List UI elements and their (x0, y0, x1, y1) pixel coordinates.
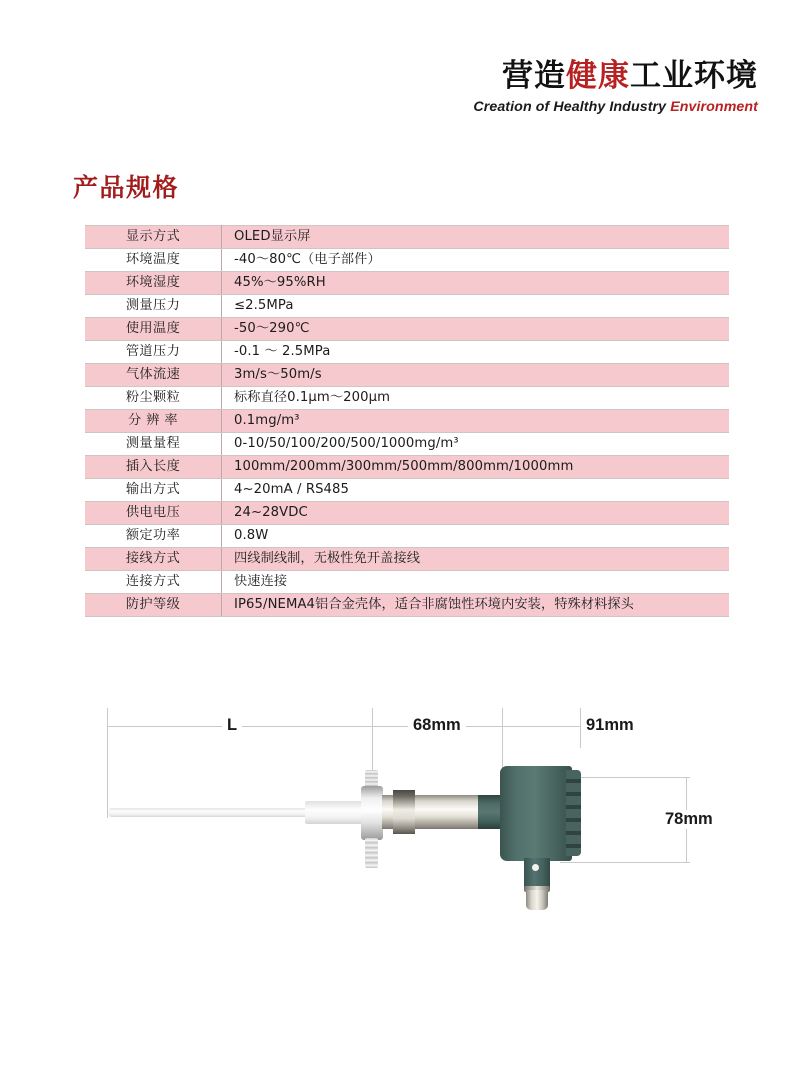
spec-key: 显示方式 (85, 226, 222, 249)
brand-logo-english (473, 99, 758, 115)
table-row (85, 226, 729, 249)
brand-logo (473, 58, 758, 115)
spec-key: 分 辨 率 (85, 410, 222, 433)
spec-value: -0.1 ～ 2.5MPa (222, 341, 730, 364)
sensor-housing (500, 766, 572, 861)
table-row (85, 433, 729, 456)
spec-value: 45%～95%RH (222, 272, 730, 295)
probe-rod (108, 808, 326, 817)
page-title: 产品规格 (73, 173, 180, 202)
table-row (85, 249, 729, 272)
spec-value: 0-10/50/100/200/500/1000mg/m³ (222, 433, 730, 456)
spec-key: 输出方式 (85, 479, 222, 502)
table-row (85, 410, 729, 433)
probe-base (305, 801, 363, 824)
specification-table-body (85, 226, 729, 617)
table-row (85, 272, 729, 295)
brand-logo-english-part1: Creation of Healthy Industry (473, 98, 671, 115)
spec-key: 管道压力 (85, 341, 222, 364)
guide-line-tube (502, 708, 503, 768)
table-row (85, 594, 729, 617)
brand-logo-english-highlight: Environment (670, 98, 758, 115)
table-row (85, 502, 729, 525)
spec-value: 3m/s～50m/s (222, 364, 730, 387)
guide-line-housing-bottom (560, 862, 690, 863)
product-dimension-diagram (0, 690, 800, 940)
table-row (85, 548, 729, 571)
dimension-label-78: 78mm (660, 810, 718, 829)
spec-key: 气体流速 (85, 364, 222, 387)
spec-key: 供电电压 (85, 502, 222, 525)
clamp-bolt-bottom (365, 838, 378, 868)
spec-key: 连接方式 (85, 571, 222, 594)
table-row (85, 364, 729, 387)
spec-value: 4~20mA / RS485 (222, 479, 730, 502)
table-row (85, 318, 729, 341)
spec-key: 插入长度 (85, 456, 222, 479)
spec-key: 测量压力 (85, 295, 222, 318)
spec-value: 0.1mg/m³ (222, 410, 730, 433)
spec-value: 标称直径0.1μm～200μm (222, 387, 730, 410)
table-row (85, 341, 729, 364)
spec-value: ≤2.5MPa (222, 295, 730, 318)
spec-value: IP65/NEMA4铝合金壳体，适合非腐蚀性环境内安装，特殊材料探头 (222, 594, 730, 617)
spec-value: -50～290℃ (222, 318, 730, 341)
housing-cover-ridges (566, 770, 581, 856)
table-row (85, 525, 729, 548)
table-row (85, 295, 729, 318)
spec-key: 使用温度 (85, 318, 222, 341)
spec-value: OLED显示屏 (222, 226, 730, 249)
tube-collar (393, 790, 415, 834)
brand-logo-chinese-part2: 工业环境 (630, 58, 758, 94)
brand-logo-chinese-highlight: 健康 (566, 58, 630, 94)
spec-value: 四线制线制，无极性免开盖接线 (222, 548, 730, 571)
specification-table (85, 225, 729, 617)
spec-key: 环境温度 (85, 249, 222, 272)
dimension-label-68: 68mm (408, 716, 466, 735)
spec-value: 快速连接 (222, 571, 730, 594)
housing-indicator-dot (532, 864, 539, 871)
guide-line-left (107, 708, 108, 818)
table-row (85, 571, 729, 594)
brand-logo-chinese (473, 58, 758, 96)
spec-key: 接线方式 (85, 548, 222, 571)
spec-key: 额定功率 (85, 525, 222, 548)
table-row (85, 456, 729, 479)
spec-value: 0.8W (222, 525, 730, 548)
cable-connector (526, 890, 548, 910)
spec-key: 防护等级 (85, 594, 222, 617)
flange-clamp-ring (361, 786, 383, 840)
table-row (85, 387, 729, 410)
spec-value: -40～80℃（电子部件） (222, 249, 730, 272)
dimension-label-91: 91mm (581, 716, 639, 735)
table-row (85, 479, 729, 502)
spec-key: 测量量程 (85, 433, 222, 456)
spec-key: 环境湿度 (85, 272, 222, 295)
spec-value: 100mm/200mm/300mm/500mm/800mm/1000mm (222, 456, 730, 479)
spec-value: 24~28VDC (222, 502, 730, 525)
dimension-label-length: L (222, 716, 242, 735)
spec-key: 粉尘颗粒 (85, 387, 222, 410)
brand-logo-chinese-part1: 营造 (502, 58, 566, 94)
